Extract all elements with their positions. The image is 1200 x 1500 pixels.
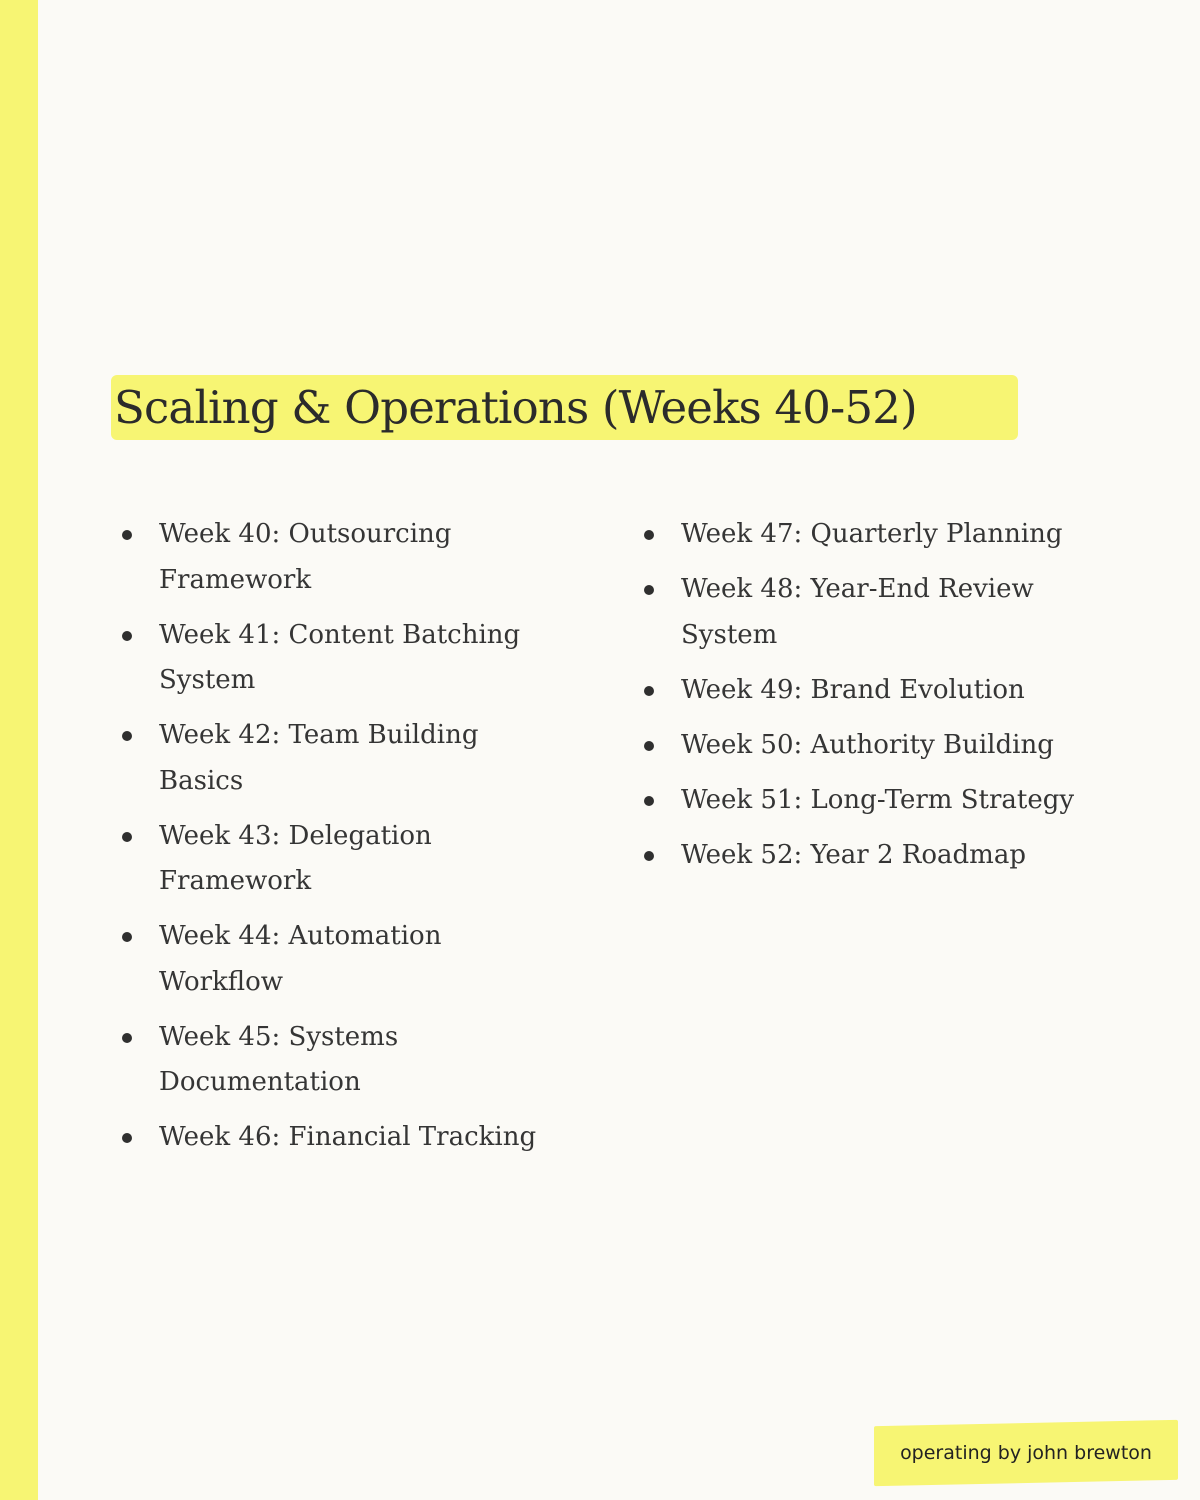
left-accent-stripe xyxy=(0,0,38,1500)
list-item-label: Week 52: Year 2 Roadmap xyxy=(681,839,1026,870)
list-item-label: Week 47: Quarterly Planning xyxy=(681,519,1063,549)
list-item-label: Week 51: Long-Term Strategy xyxy=(681,784,1075,815)
bullet-icon xyxy=(122,631,132,641)
bullet-icon xyxy=(122,1133,132,1143)
week-list-left xyxy=(118,512,568,1170)
list-item xyxy=(118,1115,568,1161)
list-item-label: Week 48: Year-End Review System xyxy=(681,574,1034,650)
bullet-icon xyxy=(122,530,132,540)
footer-badge: operating by john brewton xyxy=(900,1442,1152,1464)
list-item xyxy=(640,833,1100,879)
list-item xyxy=(640,668,1100,714)
bullet-icon xyxy=(122,1033,132,1043)
list-item-label: Week 44: Automation Workflow xyxy=(159,921,442,997)
list-item xyxy=(640,723,1100,769)
page-title: Scaling & Operations (Weeks 40-52) xyxy=(114,381,917,434)
list-item xyxy=(640,778,1100,824)
list-item-label: Week 41: Content Batching System xyxy=(159,619,521,695)
bullet-icon xyxy=(644,741,654,751)
bullet-icon xyxy=(644,851,654,861)
list-item-label: Week 40: Outsourcing Framework xyxy=(159,519,452,595)
list-item-label: Week 50: Authority Building xyxy=(681,729,1054,760)
bullet-icon xyxy=(644,796,654,806)
list-item xyxy=(118,713,568,804)
list-item xyxy=(118,914,568,1005)
list-item xyxy=(640,512,1100,558)
bullet-icon xyxy=(644,530,654,540)
list-item xyxy=(118,814,568,905)
list-item-label: Week 42: Team Building Basics xyxy=(159,720,479,796)
list-item xyxy=(640,567,1100,658)
list-item xyxy=(118,1015,568,1106)
list-item-label: Week 43: Delegation Framework xyxy=(159,820,432,896)
list-item-label: Week 45: Systems Documentation xyxy=(159,1021,399,1097)
week-list-right xyxy=(640,512,1100,888)
bullet-icon xyxy=(644,585,654,595)
list-item xyxy=(118,512,568,603)
bullet-icon xyxy=(644,686,654,696)
list-item-label: Week 49: Brand Evolution xyxy=(681,674,1025,705)
bullet-icon xyxy=(122,932,132,942)
bullet-icon xyxy=(122,731,132,741)
list-item xyxy=(118,613,568,704)
bullet-icon xyxy=(122,832,132,842)
list-item-label: Week 46: Financial Tracking xyxy=(159,1122,537,1152)
